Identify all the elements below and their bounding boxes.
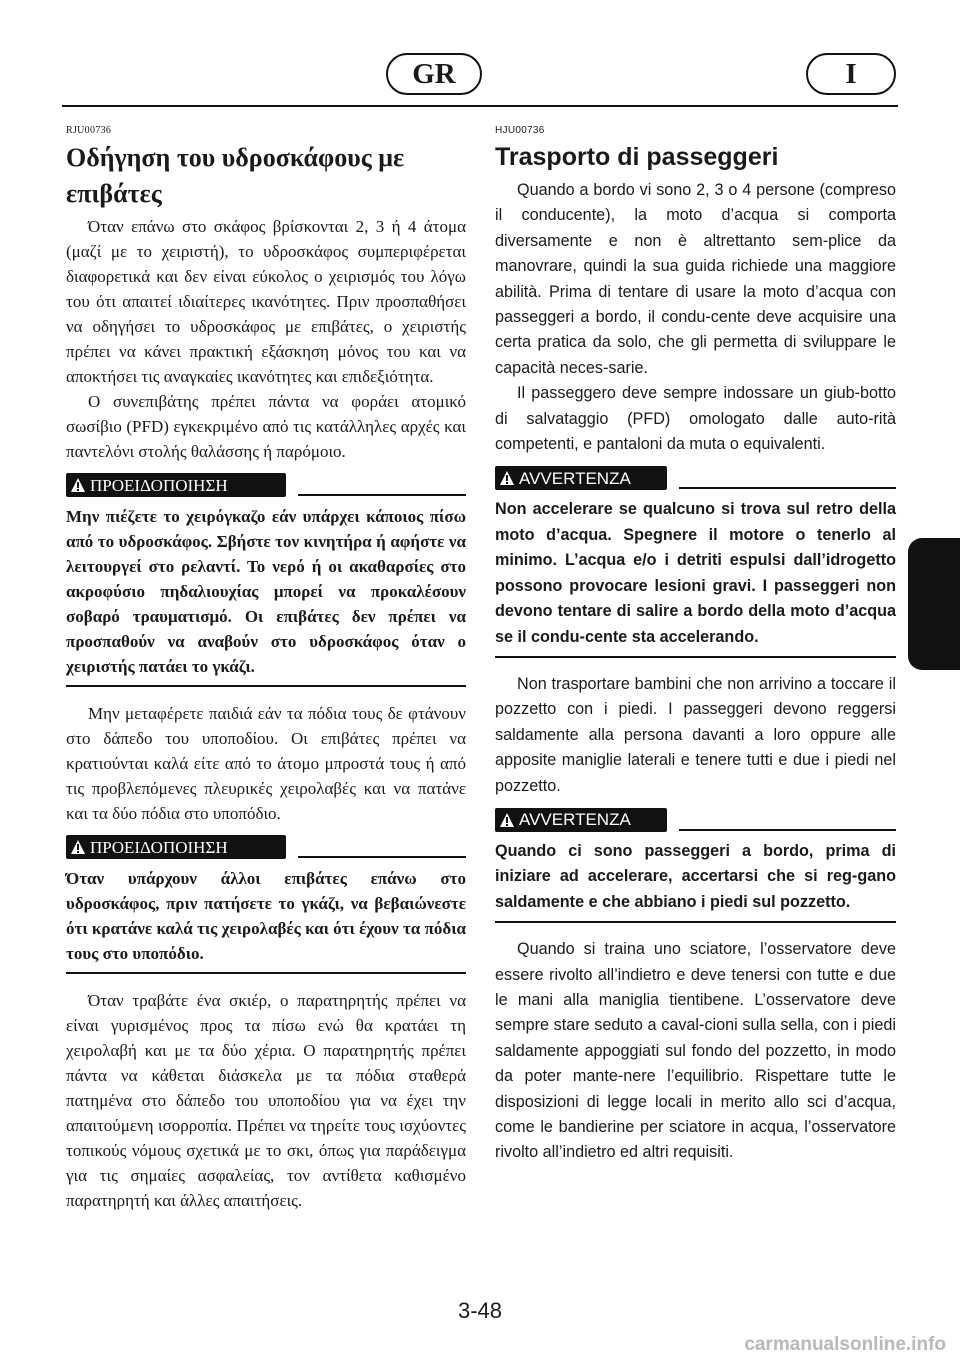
warning-header [495,465,896,491]
paragraph: Όταν επάνω στο σκάφος βρίσκονται 2, 3 ή 4 άτομα (μαζί με το χειριστή), το υδροσκάφος συμπεριφέρεται διαφορετικά και δεν είναι εύκολος ο χειρισμός του λόγω του ότι απαιτεί ιδιαίτερες ικανότητες. Πριν προσπαθήσει να οδηγήσει το υδροσκάφος με επιβάτες, ο χειριστής πρέπει να κάνει πρακτική εξάσκηση μόνος του και να αποκτήσει τις αναγκαίες ικανότητες και επιδεξιότητα. [66,217,466,386]
section-title-line1: Οδήγηση του υδροσκάφους με [66,143,405,172]
warning-badge [66,473,286,497]
warning-badge [495,466,667,490]
italian-column [495,120,896,1166]
section-title [66,140,466,212]
warning-header [495,807,896,833]
paragraph: Μην μεταφέρετε παιδιά εάν τα πόδια τους δε φτάνουν στο δάπεδο του υποποδίου. Οι επιβάτες πρέπει να κρατιούνται καλά είτε από το άτομο μπροστά τους ή από τις προβλεπόμενες πλευρικές χειρολαβές και να πατάνε και τα δύο πόδια στο υποπόδιο. [66,704,466,823]
warning-text: Μην πιέζετε το χειρόγκαζο εάν υπάρχει κάποιος πίσω από το υδροσκάφος. Σβήστε τον κινητήρα ή αφήστε να λειτουργεί στο ρελαντί. Το νερό ή οι ακαθαρσίες στο ακροφύσιο πηδαλιουχίας μπορεί να προκαλέσουν σοβαρό τραυματισμό. Οι επιβάτες δεν πρέπει να προσπαθούν να αναβούν στο υδροσκάφος όταν ο χειριστής πατάει το γκάζι. [66,507,466,676]
warning-text: Quando ci sono passeggeri a bordo, prima di iniziare ad accelerare, accertarsi che si reg-gano saldamente e che abbiano i piedi sul pozzetto. [495,841,896,911]
warning-label: ΠΡΟΕΙΔΟΠΟΙΗΣΗ [90,475,228,495]
paragraph: Il passeggero deve sempre indossare un giub-botto di salvataggio (PFD) omologato dalle auto-rità competenti, e pantaloni da muta o equivalenti. [495,384,896,454]
warning-badge [495,808,667,832]
warning-badge [66,835,286,859]
warning-triangle-icon [499,812,515,828]
warning-triangle-icon [70,839,86,855]
warning-header [66,834,466,860]
paragraph: Όταν τραβάτε ένα σκιέρ, ο παρατηρητής πρέπει να είναι γυρισμένος προς τα πίσω ενώ θα κρατάει τη χειρολαβή και με τα δύο χέρια. Ο παρατηρητής πρέπει πάντα να κάθεται διάσκελα με τα πόδια σταθερά πατημένα στο δάπεδο του υποποδίου για να έχει την απαιτούμενη ισορροπία. Πρέπει να τηρείτε τους ισχύοντες τοπικούς νόμους σχετικά με το σκι, όπως για παράδειγμα για τις σημαίες ασφαλείας, τον αντίθετα καθισμένο παρατηρητή και άλλες απαιτήσεις. [66,991,466,1210]
warning-label: ΠΡΟΕΙΔΟΠΟΙΗΣΗ [90,837,228,857]
paragraph: Ο συνεπιβάτης πρέπει πάντα να φοράει ατομικό σωσίβιο (PFD) εγκεκριμένο από τις κατάλληλες αρχές και παντελόνι στολής θαλάσσης ή παρόμοιο. [66,392,466,461]
warning-text: Όταν υπάρχουν άλλοι επιβάτες επάνω στο υδροσκάφος, πριν πατήσετε το γκάζι, να βεβαιώνεστε ότι κρατάνε καλά τις χειρολαβές και ότι έχουν τα πόδια τους στο υποπόδιο. [66,869,466,963]
watermark: carmanualsonline.info [744,1334,946,1355]
page-header [0,0,960,110]
warning-rule [298,494,466,496]
paragraph: Quando si traina uno sciatore, l’osservatore deve essere rivolto all’indietro e deve tenersi con tutte e due le mani alla maniglia tientibene. L’osservatore deve sempre stare seduto a caval-cioni sulla sella, con i piedi saldamente appoggiati sul fondo del pozzetto, in modo da poter mante-nere l’equilibrio. Rispettare tutte le disposizioni di legge locali in merito allo sci d’acqua, come le bandierine per sciatore in acqua, l’osservatore rivolto all’indietro ed altri requisiti. [495,940,896,1162]
language-badge-it: I [806,53,896,95]
warning-end-rule [66,972,466,974]
warning-end-rule [495,656,896,658]
chapter-tab [908,538,960,670]
section-code: RJU00736 [66,125,112,136]
greek-column [66,120,466,1213]
warning-label: AVVERTENZA [519,810,631,830]
language-badge-gr: GR [386,53,482,95]
warning-rule [298,856,466,858]
paragraph: Non trasportare bambini che non arrivino a toccare il pozzetto con i piedi. I passeggeri devono reggersi saldamente alla persona davanti a loro oppure alle apposite maniglie laterali e tenere tutti e due i piedi nel pozzetto. [495,674,896,795]
warning-header [66,472,466,498]
warning-triangle-icon [499,470,515,486]
warning-end-rule [66,685,466,687]
warning-label: AVVERTENZA [519,468,631,488]
warning-text: Non accelerare se qualcuno si trova sul retro della moto d’acqua. Spegnere il motore o tenerlo al minimo. L’acqua e/o i detriti espulsi dall’idrogetto possono provocare lesioni gravi. I passeggeri non devono tentare di salire a bordo della moto d’acqua se il condu-cente sta accelerando. [495,500,896,646]
section-code: HJU00736 [495,125,545,136]
paragraph: Quando a bordo vi sono 2, 3 o 4 persone (compreso il conducente), la moto d’acqua si comporta diversamente e non è altrettanto sem-plice da manovrare, quindi la sua guida richiede una maggiore abilità. Prima di tentare di usare la moto d’acqua con passeggeri a bordo, il condu-cente deve acquisire una certa pratica da solo, che gli permetta di sviluppare le capacità neces-sarie. [495,181,896,377]
warning-rule [679,829,896,831]
section-title-line2: επιβάτες [66,179,162,208]
section-title: Trasporto di passeggeri [495,143,779,171]
warning-rule [679,487,896,489]
warning-triangle-icon [70,477,86,493]
warning-end-rule [495,921,896,923]
header-rule [62,105,898,107]
page-number: 3-48 [457,1298,503,1323]
